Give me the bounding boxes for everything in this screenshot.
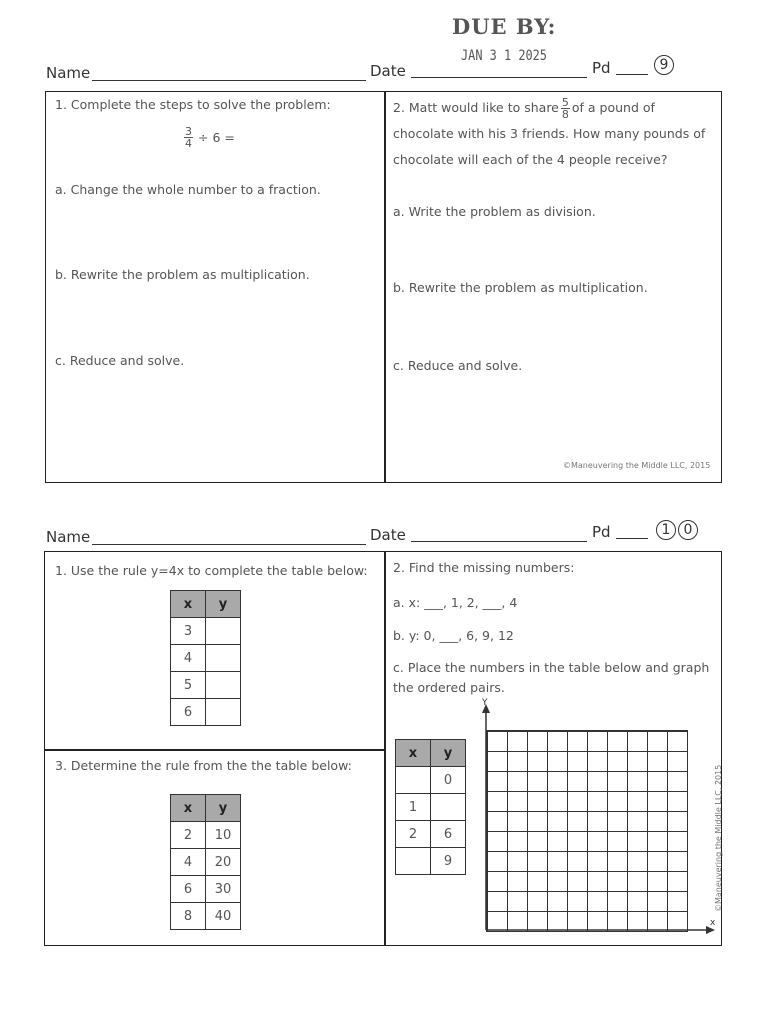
problem1-step-c: c. Reduce and solve.: [55, 353, 185, 368]
rule-table: x y 3 4 5 6: [170, 590, 241, 726]
fraction: $\frac{3}{4}$: [185, 125, 192, 150]
problem2-part-b: b. y: 0, ___, 6, 9, 12: [393, 628, 514, 643]
fraction: $\frac{5}{8}$: [561, 95, 569, 121]
table-row: 1: [396, 794, 466, 821]
table-row: 4: [171, 645, 241, 672]
copyright: ©Maneuvering the Middle LLC, 2015: [714, 764, 723, 912]
problem2-step-a: a. Write the problem as division.: [393, 204, 596, 219]
divider: [44, 749, 385, 751]
problem1-step-a: a. Change the whole number to a fraction.: [55, 182, 321, 197]
period-field[interactable]: [616, 538, 648, 539]
period-label: Pd: [592, 59, 611, 77]
table-row: 4 20: [171, 849, 241, 876]
date-label: Date: [370, 62, 406, 80]
table-row: 3: [171, 618, 241, 645]
name-label: Name: [46, 528, 91, 546]
period-digit: 1: [656, 520, 676, 540]
period-number: [654, 54, 676, 75]
table-row: 6 30: [171, 876, 241, 903]
ordered-pairs-table: x y 0 1 2 6 9: [395, 739, 466, 875]
problem2-part-a: a. x: ___, 1, 2, ___, 4: [393, 595, 518, 610]
problem1-prompt: 1. Use the rule y=4x to complete the table below:: [55, 563, 368, 578]
problem2-part-c-line1: c. Place the numbers in the table below and graph: [393, 660, 710, 675]
problem1-prompt: 1. Complete the steps to solve the problem:: [55, 97, 331, 112]
problem2-part-c-line2: the ordered pairs.: [393, 680, 505, 695]
problem2-line3: chocolate will each of the 4 people receive?: [393, 152, 668, 167]
table-row: 0: [396, 767, 466, 794]
due-by-stamp: DUE BY:: [452, 14, 557, 39]
problem2-line2: chocolate with his 3 friends. How many pounds of: [393, 126, 706, 141]
period-digit: 0: [678, 520, 698, 540]
problem2-prompt: 2. Find the missing numbers:: [393, 560, 575, 575]
problem2-step-b: b. Rewrite the problem as multiplication.: [393, 280, 648, 295]
period-digit: 9: [654, 55, 674, 75]
copyright: ©Maneuvering the Middle LLC, 2015: [563, 461, 711, 470]
name-label: Name: [46, 64, 91, 82]
table-row: 2 10: [171, 822, 241, 849]
table-row: 5: [171, 672, 241, 699]
problem1-expression: $\frac{3}{4}$ ÷ 6 =: [185, 125, 235, 150]
table-row: 8 40: [171, 903, 241, 930]
problem2-step-c: c. Reduce and solve.: [393, 358, 523, 373]
determine-rule-table: x y 2 10 4 20 6 30 8 40: [170, 794, 241, 930]
divider: [384, 91, 386, 483]
problem2-line1: 2. Matt would like to share $\frac{5}{8}$ of a pound of: [393, 95, 655, 121]
name-field[interactable]: [92, 544, 366, 545]
table-row: 6: [171, 699, 241, 726]
problem1-step-b: b. Rewrite the problem as multiplication.: [55, 267, 310, 282]
problem3-prompt: 3. Determine the rule from the the table below:: [55, 758, 352, 773]
date-field[interactable]: [411, 77, 587, 78]
name-field[interactable]: [92, 80, 366, 81]
table-row: 2 6: [396, 821, 466, 848]
period-label: Pd: [592, 523, 611, 541]
period-number: [656, 519, 700, 540]
table-row: 9: [396, 848, 466, 875]
axes: [476, 698, 726, 938]
due-date-stamp: JAN 3 1 2025: [461, 48, 547, 64]
period-field[interactable]: [616, 74, 648, 75]
y-axis-label: Y: [482, 698, 488, 708]
date-label: Date: [370, 526, 406, 544]
date-field[interactable]: [411, 541, 587, 542]
x-axis-label: x: [710, 918, 716, 928]
